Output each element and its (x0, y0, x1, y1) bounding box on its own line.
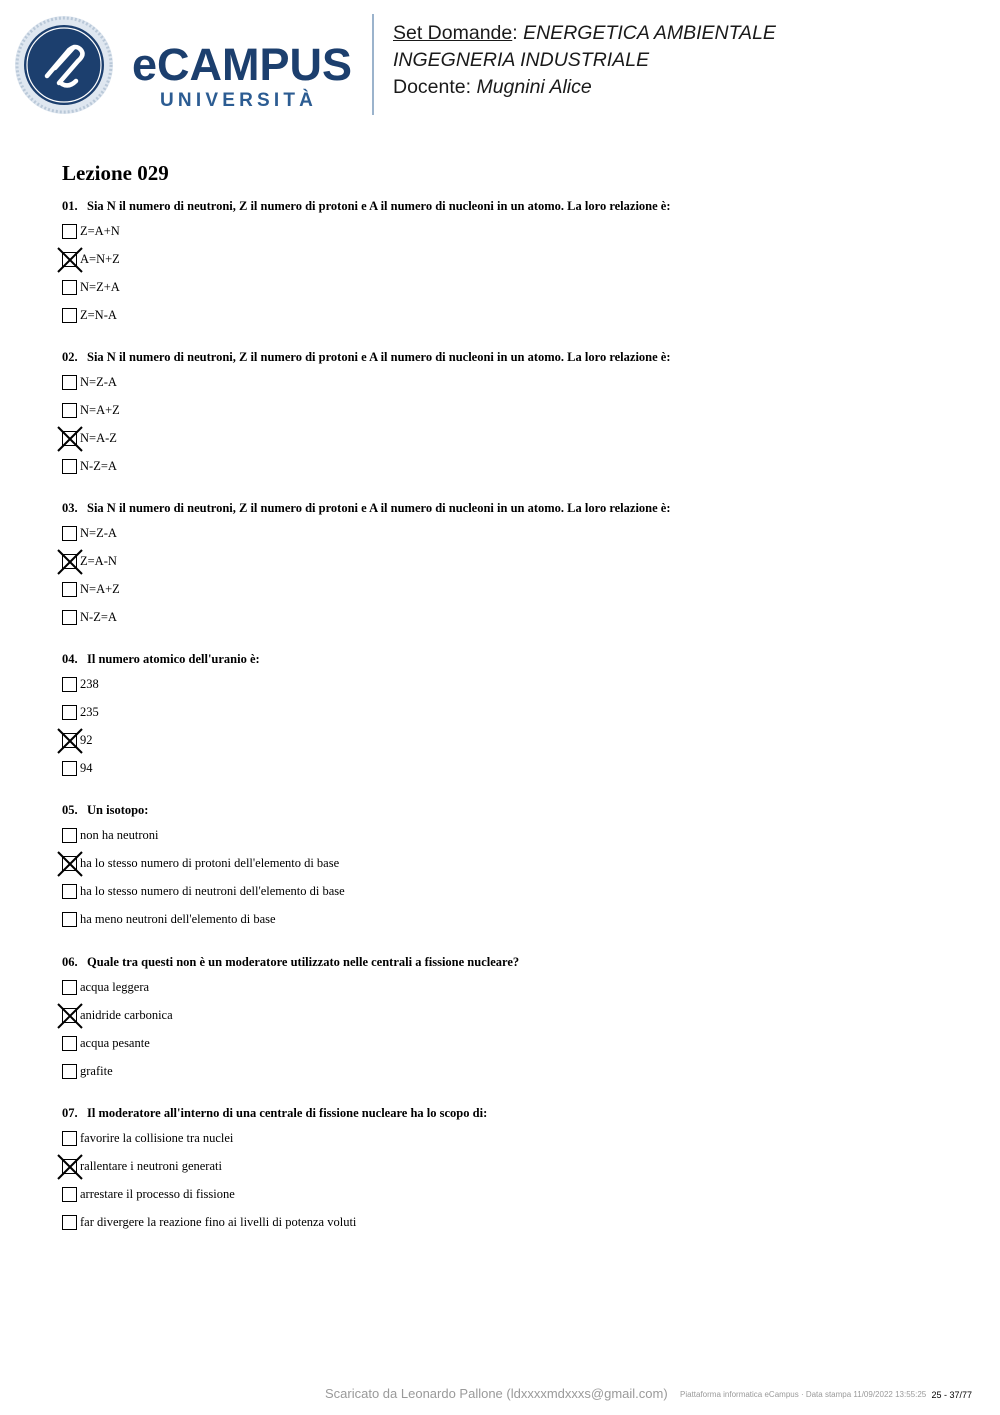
checked-checkbox (62, 1159, 77, 1174)
ecampus-logo (14, 14, 359, 116)
print-info: Piattaforma informatica eCampus · Data stampa 11/09/2022 13:55:25 (680, 1390, 927, 1399)
checkbox (62, 761, 77, 776)
question-block (62, 499, 942, 635)
option-label: N=Z+A (80, 280, 120, 294)
answer-option (62, 977, 942, 1005)
answer-option (62, 523, 942, 551)
question-prompt: Il numero atomico dell'uranio è: (87, 652, 260, 666)
page-footer (325, 1388, 975, 1404)
question-number: 05. (62, 803, 78, 817)
page-header (0, 0, 1000, 130)
download-watermark: Scaricato da Leonardo Pallone (ldxxxxmdxxxs@gmail.com) (325, 1386, 668, 1401)
checked-checkbox (62, 856, 77, 871)
option-label: N-Z=A (80, 459, 117, 473)
answer-option (62, 1156, 942, 1184)
option-label: anidride carbonica (80, 1008, 173, 1022)
option-label: ha lo stesso numero di protoni dell'elemento di base (80, 856, 340, 870)
checkbox (62, 980, 77, 995)
option-label: acqua leggera (80, 980, 150, 994)
checkbox (62, 1131, 77, 1146)
answer-option (62, 1128, 942, 1156)
answer-option (62, 758, 942, 786)
option-label: N=A-Z (80, 431, 117, 445)
option-label: grafite (80, 1064, 113, 1078)
checkbox (62, 1036, 77, 1051)
option-label: A=N+Z (80, 252, 120, 266)
option-label: Z=N-A (80, 308, 117, 322)
option-label: N=A+Z (80, 582, 120, 596)
question-block (62, 650, 942, 786)
answer-option (62, 456, 942, 484)
answer-option (62, 730, 942, 758)
question-block (62, 197, 942, 333)
option-label: Z=A+N (80, 224, 120, 238)
checkbox (62, 459, 77, 474)
checkbox (62, 582, 77, 597)
answer-option (62, 551, 942, 579)
page-number: 25 - 37/77 (931, 1390, 972, 1400)
answer-option (62, 372, 942, 400)
question-text (62, 499, 942, 523)
question-prompt: Il moderatore all'interno di una centrale di fissione nucleare ha lo scopo di: (87, 1106, 488, 1120)
checkbox (62, 526, 77, 541)
answer-option (62, 702, 942, 730)
option-label: acqua pesante (80, 1036, 150, 1050)
answer-option (62, 579, 942, 607)
question-number: 01. (62, 199, 78, 213)
logo-subtitle-text: UNIVERSITÀ (160, 90, 318, 111)
header-course-info (393, 20, 776, 101)
question-prompt: Sia N il numero di neutroni, Z il numero di protoni e A il numero di nucleoni in un atomo. La loro relazione è: (87, 501, 671, 515)
checkbox (62, 828, 77, 843)
checkbox (62, 884, 77, 899)
answer-option (62, 909, 942, 937)
answer-option (62, 305, 942, 333)
answer-option (62, 400, 942, 428)
ecampus-logo-graphic (14, 14, 359, 116)
answer-option (62, 825, 942, 853)
answer-option (62, 1061, 942, 1089)
question-prompt: Quale tra questi non è un moderatore utilizzato nelle centrali a fissione nucleare? (87, 955, 520, 969)
checkbox (62, 403, 77, 418)
checkbox (62, 1215, 77, 1230)
checkbox (62, 705, 77, 720)
answer-option (62, 249, 942, 277)
checkbox (62, 224, 77, 239)
option-label: ha lo stesso numero di neutroni dell'elemento di base (80, 884, 345, 898)
option-label: 235 (80, 705, 99, 719)
answer-option (62, 674, 942, 702)
question-text (62, 953, 942, 977)
lesson-title: Lezione 029 (62, 161, 169, 185)
checkbox (62, 912, 77, 927)
question-block (62, 348, 942, 484)
answer-option (62, 1033, 942, 1061)
option-label: ha meno neutroni dell'elemento di base (80, 912, 276, 926)
question-text (62, 650, 942, 674)
option-label: arrestare il processo di fissione (80, 1187, 235, 1201)
course-name-1: ENERGETICA AMBIENTALE (523, 22, 776, 44)
question-text (62, 348, 942, 372)
checked-checkbox (62, 252, 77, 267)
option-label: N=Z-A (80, 526, 117, 540)
answer-option (62, 1005, 942, 1033)
checkbox (62, 308, 77, 323)
question-number: 07. (62, 1106, 78, 1120)
question-number: 06. (62, 955, 78, 969)
course-name-2: INGEGNERIA INDUSTRIALE (393, 49, 650, 71)
option-label: 238 (80, 677, 99, 691)
answer-option (62, 428, 942, 456)
answer-option (62, 221, 942, 249)
option-label: 92 (80, 733, 93, 747)
option-label: N=Z-A (80, 375, 117, 389)
set-domande-label: Set Domande (393, 22, 513, 44)
option-label: non ha neutroni (80, 828, 159, 842)
option-label: 94 (80, 761, 93, 775)
docente-label: Docente: (393, 76, 477, 98)
question-prompt: Un isotopo: (87, 803, 149, 817)
option-label: far divergere la reazione fino ai livelli di potenza voluti (80, 1215, 357, 1229)
question-block (62, 801, 942, 937)
checkbox (62, 610, 77, 625)
question-number: 02. (62, 350, 78, 364)
answer-option (62, 607, 942, 635)
question-prompt: Sia N il numero di neutroni, Z il numero di protoni e A il numero di nucleoni in un atomo. La loro relazione è: (87, 350, 671, 364)
header-divider (372, 14, 374, 115)
checkbox (62, 375, 77, 390)
header-separator: : (512, 22, 524, 44)
checkbox (62, 1187, 77, 1202)
question-number: 04. (62, 652, 78, 666)
checkbox (62, 677, 77, 692)
option-label: N-Z=A (80, 610, 117, 624)
answer-option (62, 1212, 942, 1240)
answer-option (62, 1184, 942, 1212)
option-label: favorire la collisione tra nuclei (80, 1131, 234, 1145)
question-text (62, 801, 942, 825)
question-text (62, 197, 942, 221)
option-label: rallentare i neutroni generati (80, 1159, 222, 1173)
answer-option (62, 881, 942, 909)
option-label: Z=A-N (80, 554, 117, 568)
question-text (62, 1104, 942, 1128)
checked-checkbox (62, 733, 77, 748)
answer-option (62, 853, 942, 881)
question-block (62, 1104, 942, 1240)
docente-name: Mugnini Alice (476, 76, 592, 98)
checkbox (62, 280, 77, 295)
question-block (62, 953, 942, 1089)
option-label: N=A+Z (80, 403, 120, 417)
answer-option (62, 277, 942, 305)
question-prompt: Sia N il numero di neutroni, Z il numero di protoni e A il numero di nucleoni in un atomo. La loro relazione è: (87, 199, 671, 213)
logo-brand-text: eCAMPUS (132, 39, 353, 90)
checked-checkbox (62, 554, 77, 569)
checked-checkbox (62, 431, 77, 446)
question-number: 03. (62, 501, 78, 515)
checked-checkbox (62, 1008, 77, 1023)
checkbox (62, 1064, 77, 1079)
